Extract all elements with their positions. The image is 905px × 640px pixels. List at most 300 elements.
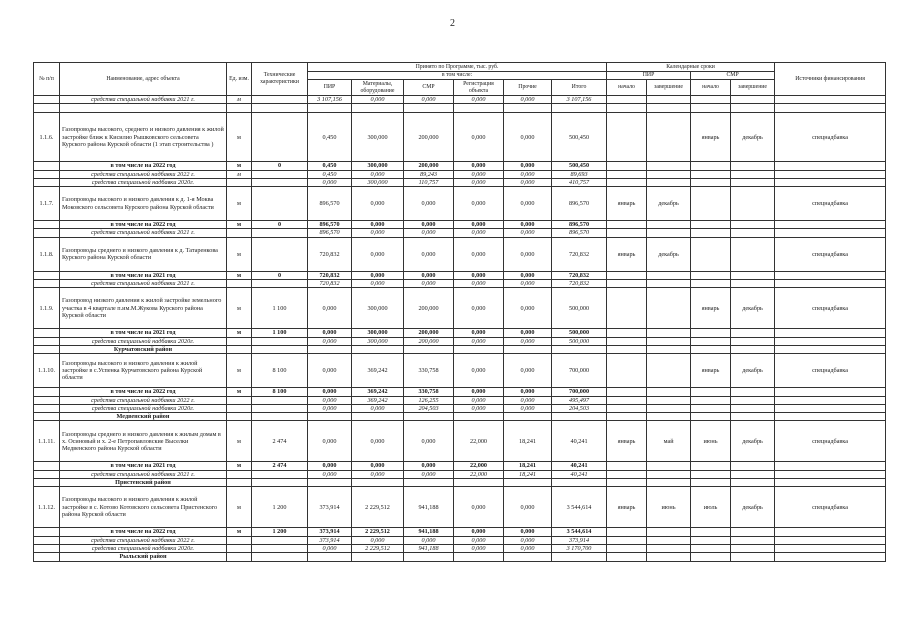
materials-cell: 300,000: [352, 162, 404, 170]
registration-cell: 0,000: [454, 229, 504, 237]
pir-cell: 0,450: [308, 162, 352, 170]
pir-start-cell: январь: [607, 487, 647, 528]
other-cell: 0,000: [504, 388, 552, 396]
pir-cell: 896,570: [308, 221, 352, 229]
smr-start-cell: июль: [691, 487, 731, 528]
row-num-cell: [34, 221, 60, 229]
unit-cell: [227, 544, 252, 552]
pir-cell: 0,000: [308, 329, 352, 337]
other-cell: 0,000: [504, 229, 552, 237]
table-row: [34, 396, 886, 404]
empty-cell: [504, 413, 552, 421]
total-cell: 500,000: [552, 337, 607, 345]
total-cell: 896,570: [552, 187, 607, 221]
source-cell: спецнадбавка: [775, 288, 886, 329]
source-cell: спецнадбавка: [775, 237, 886, 271]
unit-cell: м: [227, 113, 252, 162]
smr-end-cell: [731, 96, 775, 104]
pir-start-cell: январь: [607, 187, 647, 221]
smr-end-cell: [731, 162, 775, 170]
other-cell: 0,000: [504, 221, 552, 229]
unit-cell: м: [227, 421, 252, 462]
row-num-cell: [34, 271, 60, 279]
materials-cell: 369,242: [352, 354, 404, 388]
unit-cell: м: [227, 271, 252, 279]
object-name-cell: Газопроводы высокого, среднего и низкого давления к жилой застройке ближ к Кисилио Рышковского сельсовета Курского района Курской области (1 этап строительства ): [60, 113, 227, 162]
smr-cell: 941,188: [404, 528, 454, 536]
row-num-cell: [34, 470, 60, 478]
empty-cell: [775, 345, 886, 353]
cal-smr-header: СМР: [691, 72, 775, 80]
pir-end-cell: [647, 354, 691, 388]
materials-cell: 0,000: [352, 170, 404, 178]
registration-cell: 22,000: [454, 421, 504, 462]
smr-cell: 330,758: [404, 354, 454, 388]
smr-end-cell: [731, 536, 775, 544]
materials-cell: 300,000: [352, 113, 404, 162]
row-num-cell: [34, 178, 60, 186]
empty-cell: [227, 553, 252, 561]
table-row: [34, 337, 886, 345]
row-num-cell: [34, 229, 60, 237]
row-num-cell: [34, 479, 60, 487]
pir-cell: 0,000: [308, 396, 352, 404]
registration-cell: 0,000: [454, 487, 504, 528]
smr-cell: 200,000: [404, 329, 454, 337]
tech-cell: [252, 104, 308, 113]
pir-cell: [308, 104, 352, 113]
empty-cell: [647, 553, 691, 561]
total-cell: 410,757: [552, 178, 607, 186]
table-row: [34, 280, 886, 288]
tech-cell: 1 200: [252, 487, 308, 528]
total-cell: 896,570: [552, 229, 607, 237]
pir-end-cell: [647, 96, 691, 104]
registration-cell: 0,000: [454, 280, 504, 288]
smr-cell: 126,255: [404, 396, 454, 404]
smr-start-cell: январь: [691, 354, 731, 388]
smr-start-cell: [691, 96, 731, 104]
pir-start-cell: [607, 470, 647, 478]
empty-cell: [775, 413, 886, 421]
source-cell: [775, 221, 886, 229]
table-body: [34, 96, 886, 562]
pir-start-cell: [607, 396, 647, 404]
smr-cell: 0,000: [404, 271, 454, 279]
row-num-cell: 1.1.9.: [34, 288, 60, 329]
pir-cell: 0,000: [308, 470, 352, 478]
funding-group-header: Принято по Программе, тыс. руб.: [308, 63, 607, 72]
tech-cell: [252, 187, 308, 221]
object-name-cell: в том числе на 2021 год: [60, 462, 227, 470]
pir-cell: 0,000: [308, 421, 352, 462]
smr-start-cell: [691, 178, 731, 186]
empty-cell: [647, 479, 691, 487]
pir-end-cell: [647, 288, 691, 329]
unit-cell: м: [227, 187, 252, 221]
pir-start-cell: [607, 229, 647, 237]
cal-pir-header: ПИР: [607, 72, 691, 80]
empty-cell: [607, 345, 647, 353]
tech-cell: 0: [252, 271, 308, 279]
smr-end-cell: [731, 404, 775, 412]
row-num-cell: [34, 329, 60, 337]
empty-cell: [454, 553, 504, 561]
empty-cell: [504, 553, 552, 561]
table-row: [34, 487, 886, 528]
total-cell: 3 544,614: [552, 487, 607, 528]
smr-start-cell: [691, 162, 731, 170]
registration-cell: 0,000: [454, 337, 504, 345]
smr-cell: 200,000: [404, 337, 454, 345]
registration-cell: [454, 104, 504, 113]
empty-cell: [252, 345, 308, 353]
tech-cell: 1 100: [252, 329, 308, 337]
source-cell: [775, 536, 886, 544]
smr-start-cell: [691, 329, 731, 337]
smr-end-cell: [731, 104, 775, 113]
district-name: Курчатовский район: [60, 345, 227, 353]
smr-end-cell: [731, 187, 775, 221]
row-num-cell: [34, 280, 60, 288]
pir-cell: 720,832: [308, 280, 352, 288]
materials-cell: 369,242: [352, 396, 404, 404]
tech-cell: [252, 536, 308, 544]
smr-start-cell: [691, 528, 731, 536]
empty-cell: [352, 413, 404, 421]
other-cell: 0,000: [504, 96, 552, 104]
empty-cell: [352, 553, 404, 561]
col-smr-end-header: завершение: [731, 80, 775, 96]
other-cell: 0,000: [504, 404, 552, 412]
smr-cell: 200,000: [404, 288, 454, 329]
empty-cell: [308, 479, 352, 487]
materials-cell: 300,000: [352, 337, 404, 345]
smr-start-cell: [691, 388, 731, 396]
empty-cell: [308, 345, 352, 353]
tech-cell: [252, 96, 308, 104]
table-header: [34, 63, 886, 96]
district-row: [34, 413, 886, 421]
tech-cell: 8 100: [252, 388, 308, 396]
table-row: [34, 187, 886, 221]
smr-start-cell: [691, 544, 731, 552]
source-cell: спецнадбавка: [775, 354, 886, 388]
total-cell: 40,241: [552, 470, 607, 478]
smr-cell: 0,000: [404, 470, 454, 478]
smr-cell: 941,188: [404, 544, 454, 552]
other-cell: 0,000: [504, 528, 552, 536]
materials-cell: 300,000: [352, 178, 404, 186]
total-cell: 720,832: [552, 280, 607, 288]
table-row: [34, 462, 886, 470]
empty-cell: [691, 413, 731, 421]
table-row: [34, 470, 886, 478]
object-name-cell: Газопроводы среднего и низкого давления к жилым домам в х. Осиновый и х. 2-е Петропавловские Выселки Медвенского района Курской области: [60, 421, 227, 462]
object-name-cell: Газопровод низкого давления к жилой застройке земельного участка в 4 квартале п.им.М.Жукова Курского района Курской области: [60, 288, 227, 329]
table-row: [34, 104, 886, 113]
tech-cell: [252, 229, 308, 237]
materials-cell: 0,000: [352, 237, 404, 271]
materials-cell: 0,000: [352, 404, 404, 412]
pir-cell: 720,832: [308, 271, 352, 279]
other-cell: 0,000: [504, 170, 552, 178]
registration-cell: 0,000: [454, 96, 504, 104]
registration-cell: 0,000: [454, 113, 504, 162]
district-row: [34, 479, 886, 487]
pir-cell: 0,000: [308, 337, 352, 345]
materials-cell: 2 229,512: [352, 544, 404, 552]
total-cell: 89,693: [552, 170, 607, 178]
pir-end-cell: [647, 404, 691, 412]
empty-cell: [607, 479, 647, 487]
pir-start-cell: [607, 337, 647, 345]
empty-cell: [647, 413, 691, 421]
empty-cell: [252, 553, 308, 561]
smr-end-cell: [731, 396, 775, 404]
other-cell: 0,000: [504, 487, 552, 528]
empty-cell: [308, 413, 352, 421]
col-total-header: Итого: [552, 80, 607, 96]
total-cell: 3 170,700: [552, 544, 607, 552]
materials-cell: 0,000: [352, 221, 404, 229]
empty-cell: [227, 479, 252, 487]
pir-start-cell: январь: [607, 421, 647, 462]
materials-cell: 0,000: [352, 462, 404, 470]
other-cell: 0,000: [504, 187, 552, 221]
source-cell: [775, 337, 886, 345]
pir-cell: 0,000: [308, 544, 352, 552]
object-name-cell: в том числе на 2022 год: [60, 221, 227, 229]
source-cell: спецнадбавка: [775, 187, 886, 221]
smr-cell: 89,243: [404, 170, 454, 178]
table-row: [34, 404, 886, 412]
unit-cell: [227, 178, 252, 186]
source-cell: [775, 170, 886, 178]
pir-start-cell: [607, 113, 647, 162]
tech-cell: [252, 280, 308, 288]
total-cell: 896,570: [552, 221, 607, 229]
other-cell: [504, 104, 552, 113]
empty-cell: [454, 479, 504, 487]
total-cell: 3 107,156: [552, 96, 607, 104]
smr-start-cell: [691, 396, 731, 404]
pir-start-cell: [607, 104, 647, 113]
smr-end-cell: [731, 170, 775, 178]
pir-start-cell: [607, 354, 647, 388]
other-cell: 18,241: [504, 470, 552, 478]
pir-end-cell: [647, 388, 691, 396]
empty-cell: [404, 345, 454, 353]
object-name-cell: средства специальной надбавки 2021 г.: [60, 280, 227, 288]
smr-start-cell: [691, 237, 731, 271]
total-cell: 40,241: [552, 462, 607, 470]
source-cell: [775, 462, 886, 470]
total-cell: 720,832: [552, 271, 607, 279]
other-cell: 0,000: [504, 544, 552, 552]
smr-end-cell: [731, 470, 775, 478]
tech-cell: [252, 396, 308, 404]
pir-start-cell: [607, 544, 647, 552]
unit-cell: м: [227, 170, 252, 178]
tech-cell: [252, 544, 308, 552]
empty-cell: [454, 413, 504, 421]
object-name-cell: Газопроводы высокого и низкого давления к жилой застройке в с. Котово Котовского сельсовета Пристенского района Курской области: [60, 487, 227, 528]
materials-cell: 0,000: [352, 470, 404, 478]
other-cell: 0,000: [504, 337, 552, 345]
registration-cell: 0,000: [454, 288, 504, 329]
source-cell: [775, 544, 886, 552]
row-num-cell: [34, 462, 60, 470]
total-cell: [552, 104, 607, 113]
smr-start-cell: июнь: [691, 421, 731, 462]
registration-cell: 0,000: [454, 528, 504, 536]
source-cell: [775, 388, 886, 396]
pir-cell: 0,000: [308, 388, 352, 396]
smr-end-cell: [731, 229, 775, 237]
unit-cell: [227, 536, 252, 544]
including-header: в том числе:: [308, 72, 607, 80]
smr-start-cell: [691, 462, 731, 470]
materials-cell: 0,000: [352, 96, 404, 104]
registration-cell: 0,000: [454, 544, 504, 552]
pir-start-cell: [607, 221, 647, 229]
smr-cell: 0,000: [404, 229, 454, 237]
other-cell: 0,000: [504, 113, 552, 162]
unit-cell: [227, 396, 252, 404]
table-row: [34, 421, 886, 462]
object-name-cell: в том числе на 2022 год: [60, 162, 227, 170]
source-cell: спецнадбавка: [775, 113, 886, 162]
pir-start-cell: январь: [607, 237, 647, 271]
other-cell: 0,000: [504, 288, 552, 329]
pir-cell: 0,000: [308, 462, 352, 470]
pir-cell: 0,000: [308, 354, 352, 388]
object-name-cell: средства специальной надбавки 2020г.: [60, 404, 227, 412]
col-pir-start-header: начало: [607, 80, 647, 96]
table-row: [34, 162, 886, 170]
table-row: [34, 329, 886, 337]
total-cell: 720,832: [552, 237, 607, 271]
pir-start-cell: [607, 162, 647, 170]
table-row: [34, 544, 886, 552]
smr-start-cell: [691, 536, 731, 544]
unit-cell: [227, 229, 252, 237]
other-cell: 0,000: [504, 329, 552, 337]
page-number: 2: [450, 18, 455, 29]
row-num-cell: [34, 544, 60, 552]
materials-cell: 369,242: [352, 388, 404, 396]
pir-cell: 720,832: [308, 237, 352, 271]
unit-cell: м: [227, 462, 252, 470]
pir-end-cell: [647, 462, 691, 470]
district-name: Пристенский район: [60, 479, 227, 487]
col-smr-header: СМР: [404, 80, 454, 96]
pir-end-cell: декабрь: [647, 187, 691, 221]
other-cell: 0,000: [504, 237, 552, 271]
col-materials-header: Материалы, оборудование: [352, 80, 404, 96]
total-cell: 495,497: [552, 396, 607, 404]
registration-cell: 0,000: [454, 271, 504, 279]
empty-cell: [775, 553, 886, 561]
row-num-cell: [34, 104, 60, 113]
smr-start-cell: [691, 187, 731, 221]
empty-cell: [352, 345, 404, 353]
object-name-cell: Газопроводы высокого и низкого давления к д. 1-я Моква Моковского сельсовета Курского района Курской области: [60, 187, 227, 221]
object-name-cell: средства специальной надбавки 2021 г.: [60, 96, 227, 104]
total-cell: 373,914: [552, 536, 607, 544]
pir-cell: 373,914: [308, 536, 352, 544]
object-name-cell: средства специальной надбавки 2022 г.: [60, 170, 227, 178]
registration-cell: 0,000: [454, 396, 504, 404]
empty-cell: [504, 479, 552, 487]
col-pir-header: ПИР: [308, 80, 352, 96]
row-num-cell: 1.1.6.: [34, 113, 60, 162]
empty-cell: [552, 479, 607, 487]
empty-cell: [504, 345, 552, 353]
source-cell: [775, 104, 886, 113]
smr-end-cell: [731, 388, 775, 396]
col-num-header: № п/п: [34, 63, 60, 96]
other-cell: 18,241: [504, 462, 552, 470]
row-num-cell: 1.1.7.: [34, 187, 60, 221]
smr-end-cell: [731, 178, 775, 186]
empty-cell: [691, 345, 731, 353]
row-num-cell: [34, 536, 60, 544]
unit-cell: м: [227, 487, 252, 528]
table-row: [34, 113, 886, 162]
tech-cell: 2 474: [252, 421, 308, 462]
smr-start-cell: [691, 221, 731, 229]
unit-cell: м: [227, 528, 252, 536]
row-num-cell: 1.1.12.: [34, 487, 60, 528]
empty-cell: [552, 345, 607, 353]
smr-cell: 0,000: [404, 536, 454, 544]
pir-end-cell: май: [647, 421, 691, 462]
row-num-cell: [34, 345, 60, 353]
total-cell: 204,503: [552, 404, 607, 412]
pir-cell: 896,570: [308, 187, 352, 221]
col-smr-start-header: начало: [691, 80, 731, 96]
unit-cell: м: [227, 237, 252, 271]
smr-cell: 0,000: [404, 421, 454, 462]
pir-cell: 0,450: [308, 170, 352, 178]
pir-cell: 0,000: [308, 404, 352, 412]
tech-cell: [252, 178, 308, 186]
pir-cell: 373,914: [308, 487, 352, 528]
row-num-cell: [34, 162, 60, 170]
smr-end-cell: [731, 271, 775, 279]
empty-cell: [691, 553, 731, 561]
total-cell: 3 544,614: [552, 528, 607, 536]
object-name-cell: Газопроводы среднего и низкого давления к д. Татаренкова Курского района Курской области: [60, 237, 227, 271]
source-cell: спецнадбавка: [775, 487, 886, 528]
empty-cell: [227, 345, 252, 353]
other-cell: 0,000: [504, 271, 552, 279]
col-unit-header: Ед. изм.: [227, 63, 252, 96]
smr-start-cell: [691, 229, 731, 237]
tech-cell: [252, 113, 308, 162]
materials-cell: 0,000: [352, 280, 404, 288]
col-other-header: Прочие: [504, 80, 552, 96]
pir-end-cell: [647, 170, 691, 178]
total-cell: 500,450: [552, 113, 607, 162]
pir-end-cell: [647, 113, 691, 162]
pir-start-cell: [607, 528, 647, 536]
unit-cell: м: [227, 162, 252, 170]
materials-cell: 0,000: [352, 229, 404, 237]
smr-cell: 200,000: [404, 162, 454, 170]
